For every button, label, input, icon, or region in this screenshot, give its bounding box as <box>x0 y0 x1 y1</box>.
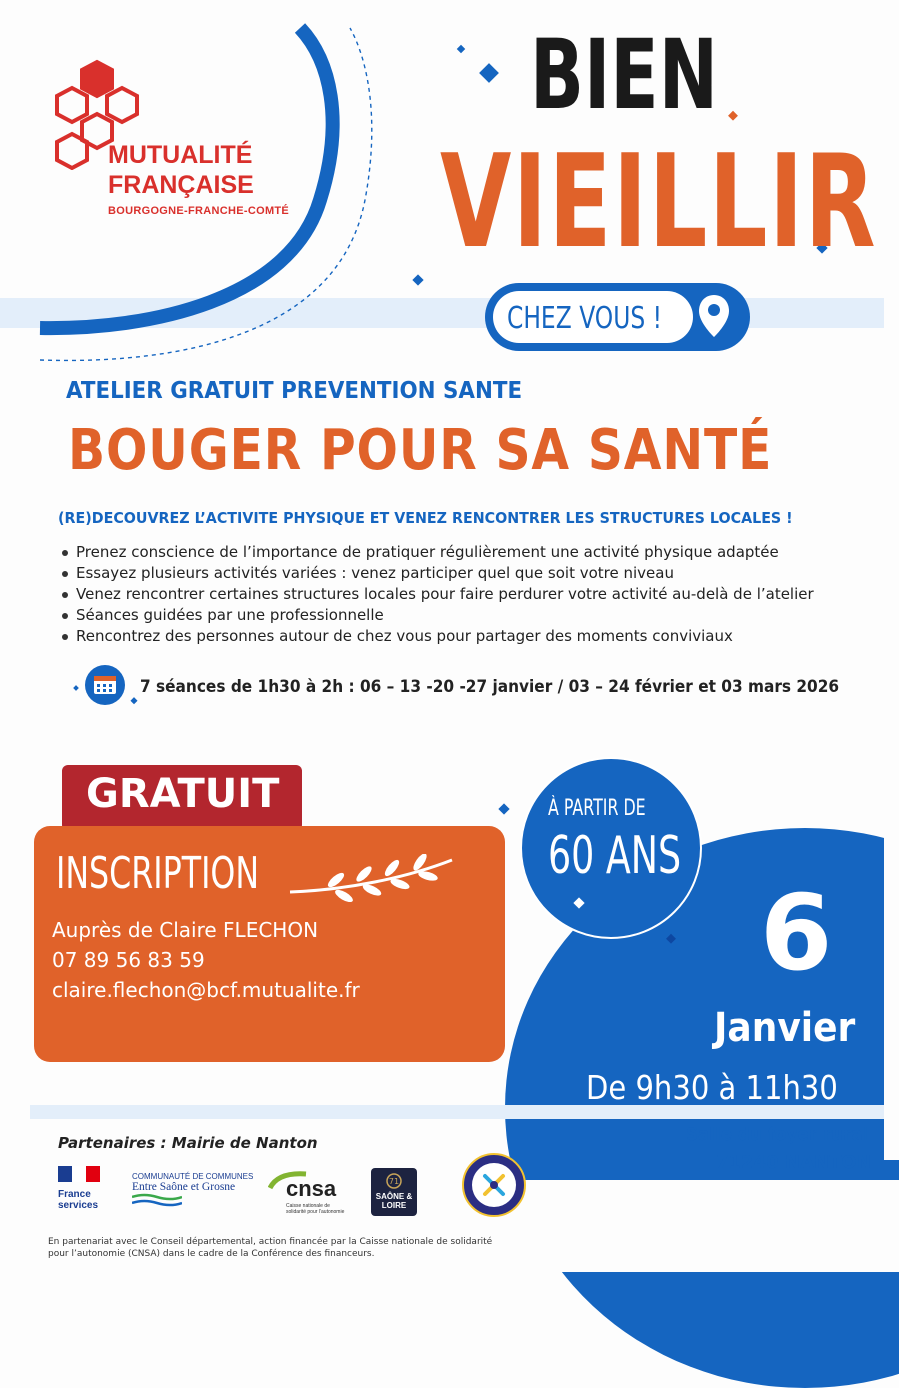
inscription-email: claire.flechon@bcf.mutualite.fr <box>52 978 360 1002</box>
event-month: Janvier <box>714 1005 856 1051</box>
saone-loire-logo <box>371 1168 417 1216</box>
saone-loire-emblem-icon <box>385 1172 403 1190</box>
page-right-mask <box>884 760 899 1160</box>
calendar-icon <box>72 664 142 708</box>
event-bottom-band <box>30 1105 884 1119</box>
sessions-text: 7 séances de 1h30 à 2h : 06 – 13 -20 -27 janvier / 03 – 24 février et 03 mars 2026 <box>140 677 840 696</box>
list-item: Essayez plusieurs activités variées : venez participer quel que soit votre niveau <box>62 563 862 584</box>
cc-logo <box>132 1172 257 1212</box>
cc-name-text: Entre Saône et Grosne <box>132 1181 236 1193</box>
chez-vous-pill <box>485 283 750 351</box>
chez-vous-text: CHEZ VOUS ! <box>507 301 663 336</box>
flag-icon <box>58 1166 100 1182</box>
headline-bien: BIEN <box>530 19 718 131</box>
event-place: Salle du foyer rural <box>686 1124 869 1145</box>
list-item: Venez rencontrer certaines structures locales pour faire perdurer votre activité au-delà de l’atelier <box>62 584 862 605</box>
atelier-title: BOUGER POUR SA SANTÉ <box>68 418 773 483</box>
waves-icon <box>132 1193 182 1207</box>
event-city: 71240 NANTON <box>716 1152 872 1173</box>
inscription-title: INSCRIPTION <box>56 848 260 899</box>
list-item: Rencontrez des personnes autour de chez vous pour partager des moments conviviaux <box>62 626 862 647</box>
laurel-branch-icon <box>286 854 456 902</box>
gratuit-badge <box>62 765 302 831</box>
cnsa-sub-text: Caisse nationale de solidarité pour l’autonomie <box>286 1203 345 1215</box>
event-time: De 9h30 à 11h30 <box>586 1068 838 1107</box>
logo-line1: MUTUALITÉ <box>108 141 253 169</box>
cnsa-text: cnsa <box>286 1176 337 1201</box>
location-pin-icon <box>697 293 731 339</box>
page-bottom-mask <box>480 1180 899 1272</box>
event-day: 6 <box>760 872 833 994</box>
atelier-intro: (RE)DECOUVREZ L’ACTIVITE PHYSIQUE ET VENEZ RENCONTRER LES STRUCTURES LOCALES ! <box>58 509 793 527</box>
benefits-list <box>62 542 862 647</box>
headline-vieillir: VIEILLIR <box>440 128 878 277</box>
footer-note: En partenariat avec le Conseil départemental, action financée par la Caisse nationale de solidarité pour l’autonomie (CNSA) dans le cadre de la Conférence des financeurs. <box>48 1237 493 1259</box>
age-line2: 60 ANS <box>548 826 682 886</box>
cc-top-text: COMMUNAUTÉ DE COMMUNES <box>132 1172 254 1181</box>
conference-financeurs-seal-icon <box>461 1152 527 1218</box>
logo-line3: BOURGOGNE-FRANCHE-COMTÉ <box>108 205 290 217</box>
list-item: Prenez conscience de l’importance de pratiquer régulièrement une activité physique adaptée <box>62 542 862 563</box>
inscription-box <box>34 826 505 1062</box>
partners-label: Partenaires : Mairie de Nanton <box>58 1134 318 1152</box>
decorative-diamonds <box>490 795 690 955</box>
gratuit-text: GRATUIT <box>86 771 280 817</box>
saone-loire-text: SAÔNE & LOIRE <box>375 1192 413 1210</box>
list-item: Séances guidées par une professionnelle <box>62 605 862 626</box>
atelier-subtitle: ATELIER GRATUIT PREVENTION SANTE <box>66 378 523 404</box>
inscription-contact: Auprès de Claire FLECHON <box>52 918 319 942</box>
logo-line2: FRANÇAISE <box>108 171 254 199</box>
svg-text:71: 71 <box>388 1177 400 1186</box>
france-services-text: France services <box>58 1189 99 1211</box>
age-line1: À PARTIR DE <box>548 796 646 821</box>
france-services-logo <box>58 1166 108 1216</box>
inscription-phone: 07 89 56 83 59 <box>52 948 205 972</box>
